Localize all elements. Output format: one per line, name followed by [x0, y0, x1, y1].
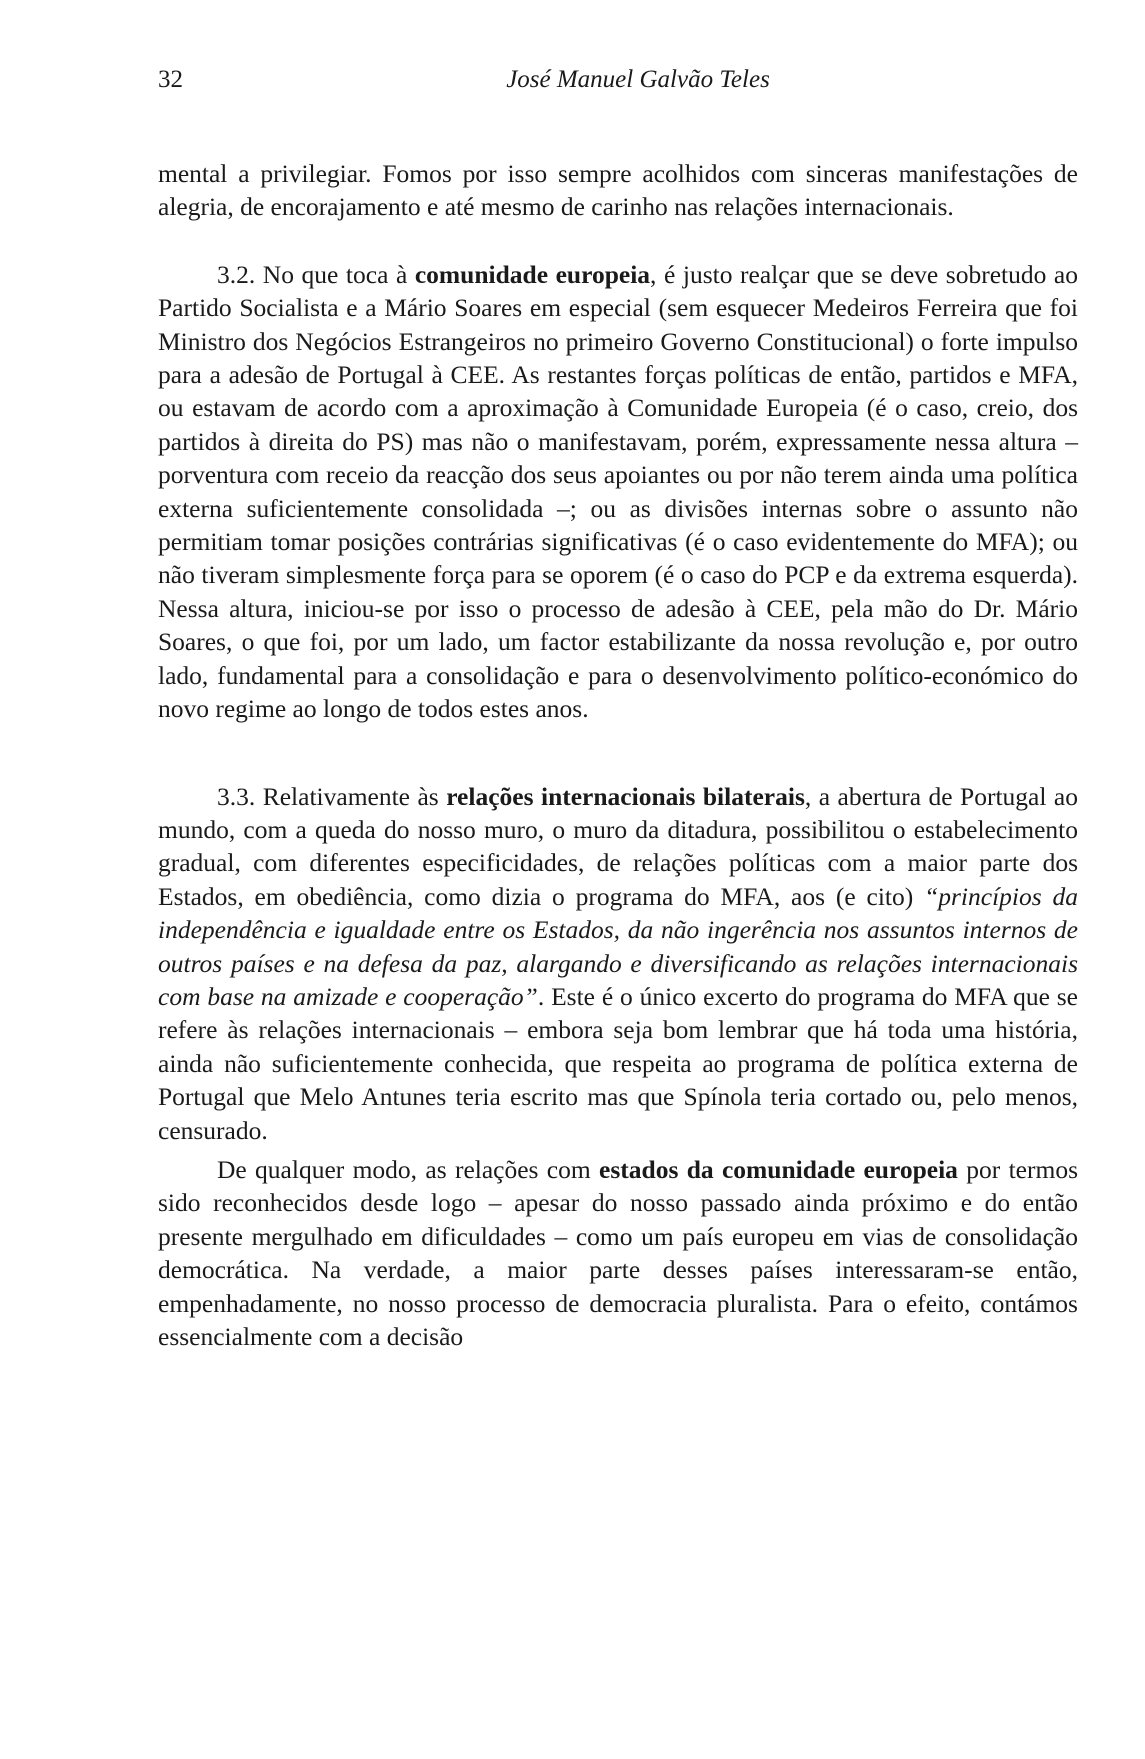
- body-text: [158, 157, 1078, 1353]
- bold-term: relações internacionais bilaterais: [446, 781, 805, 811]
- paragraph-text: , a abertura de Portugal ao mundo, com a queda do nosso muro, o muro da ditadura, possibilitou o estabelecimento gradual, com diferentes especificidades, de relações políticas com a maior parte dos Estados, em obediência, como dizia o programa do MFA, aos (e cito): [158, 781, 1079, 911]
- page-number: 32: [158, 66, 183, 93]
- paragraph-continuation: mental a privilegiar. Fomos por isso sempre acolhidos com sinceras manifestações de alegria, de encorajamento e até mesmo de carinho nas relações internacionais.: [158, 159, 1078, 222]
- paragraph-text: , é justo realçar que se deve sobretudo ao Partido Socialista e a Mário Soares em especial (sem esquecer Medeiros Ferreira que foi Ministro dos Negócios Estrangeiros no primeiro Governo Constitucional) o forte impulso para a adesão de Portugal à CEE. As restantes forças políticas de então, partidos e MFA, ou estavam de acordo com a aproximação à Comunidade Europeia (é o caso, creio, dos partidos à direita do PS) mas não o manifestavam, porém, expressamente nessa altura – porventura com receio da reacção dos seus apoiantes ou por não terem ainda uma política externa suficientemente consolidada –; ou as divisões internas sobre o assunto não permitiam tomar posições contrárias significativas (é o caso evidentemente do MFA); ou não tiveram simplesmente força para se oporem (é o caso do PCP e da extrema esquerda). Nessa altura, iniciou-se por isso o processo de adesão à CEE, pela mão do Dr. Mário Soares, o que foi, por um lado, um factor estabilizante da nossa revolução e, por outro lado, fundamental para a consolidação e para o desenvolvimento político-económico do novo regime ao longo de todos estes anos.: [158, 259, 1078, 724]
- italic-quote: “princípios da independência e igualdade entre os Estados, da não ingerência nos assuntos internos de outros países e na defesa da paz, alargando e diversificando as relações internacionais com base na amizade e cooperação”: [158, 881, 1078, 1011]
- bold-term: comunidade europeia: [414, 259, 651, 289]
- bold-term: estados da comunidade europeia: [599, 1154, 958, 1184]
- paragraph-text: De qualquer modo, as relações com: [217, 1154, 600, 1184]
- paragraph-section-3-3: [158, 780, 1078, 1147]
- running-head: [158, 66, 1078, 100]
- running-head-author: José Manuel Galvão Teles: [506, 66, 770, 93]
- paragraph-text: . Este é o único excerto do programa do MFA que se refere às relações internacionais – embora seja bom lembrar que há toda uma história, ainda não suficientemente conhecida, que respeita ao programa de política externa de Portugal que Melo Antunes teria escrito mas que Spínola teria cortado ou, pelo menos, censurado.: [158, 981, 1078, 1145]
- paragraph-section-3-2: [158, 258, 1078, 726]
- paragraph-european-states: [158, 1153, 1078, 1353]
- paragraph-text: por termos sido reconhecidos desde logo – apesar do nosso passado ainda próximo e do então presente mergulhado em dificuldades – como um país europeu em vias de consolidação democrática. Na verdade, a maior parte desses países interessaram-se então, empenhadamente, no nosso processo de democracia pluralista. Para o efeito, contámos essencialmente com a decisão: [158, 1154, 1078, 1351]
- paragraph-text: 3.2. No que toca à: [217, 259, 415, 289]
- paragraph-text: 3.3. Relativamente às: [217, 781, 447, 811]
